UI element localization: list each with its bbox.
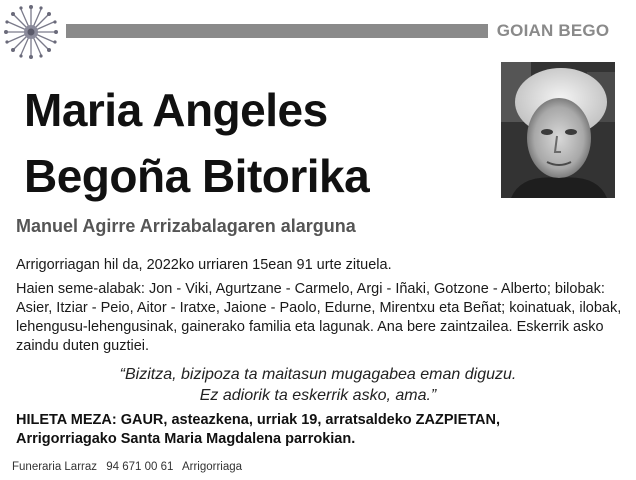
funeral-home-phone: 94 671 00 61 (106, 461, 174, 473)
funeral-line1: HILETA MEZA: GAUR, asteazkena, urriak 19, arratsaldeko ZAZPIETAN, (16, 412, 500, 428)
section-label: GOIAN BEGO (496, 21, 610, 40)
portrait-photo (501, 62, 615, 198)
footer (12, 461, 248, 473)
funeral-line2: Arrigorriagako Santa Maria Magdalena parrokian. (16, 431, 356, 447)
family-text: Haien seme-alabak: Jon - Viki, Agurtzane - Carmelo, Argi - Iñaki, Gotzone - Alberto; bilobak: Asier, Itziar - Peio, Aitor - Iratxe, Jaione - Paolo, Edurne, Mirentxu eta Beñat; koinatuak, ilobak, lehengusu-lehengusinak, gainerako familia eta lagunak. Ana bere zaintzailea. Eskerrik asko zaindu duten guztiei. (16, 281, 622, 354)
quote-line2: Ez adiorik ta eskerrik asko, ama.” (199, 387, 437, 404)
funeral-home-name: Funeraria Larraz (12, 461, 98, 473)
quote-line1: “Bizitza, bizipoza ta maitasun mugagabea eman diguzu. (119, 366, 517, 383)
deceased-name-line1: Maria Angeles (24, 84, 328, 136)
memorial-quote (0, 364, 636, 406)
flower-emblem-icon (2, 4, 60, 60)
spouse-line: Manuel Agirre Arrizabalagaren alarguna (16, 216, 356, 236)
header-bar (66, 24, 488, 38)
death-notice-text: Arrigorriagan hil da, 2022ko urriaren 15ean 91 urte zituela. (16, 257, 392, 273)
funeral-info (16, 411, 626, 449)
deceased-name-line2: Begoña Bitorika (24, 150, 370, 202)
funeral-home-town: Arrigorriaga (181, 461, 243, 473)
